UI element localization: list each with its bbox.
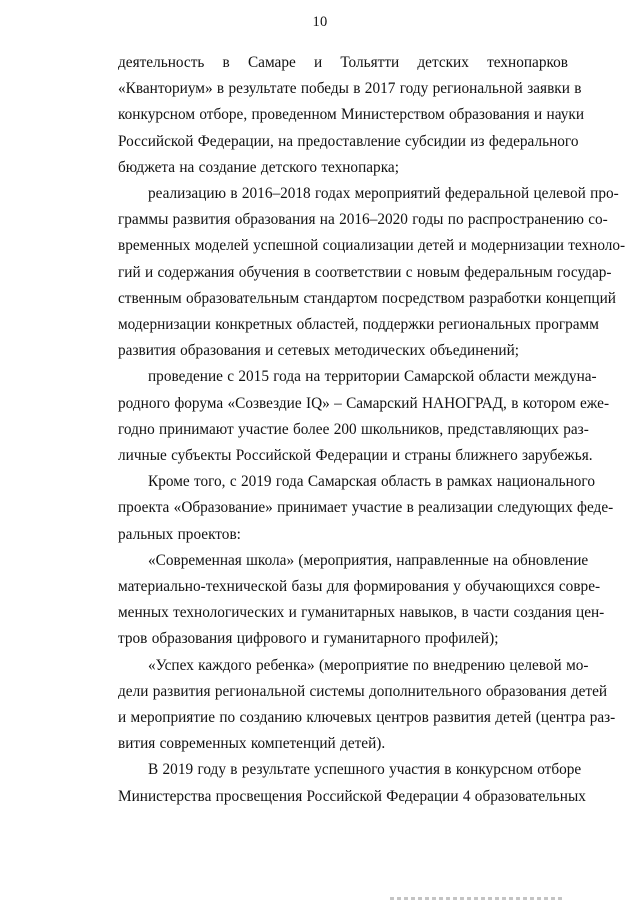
text-line: временных моделей успешной социализации детей и модернизации техноло- (118, 237, 626, 255)
scan-artifact (390, 897, 565, 900)
text-line: реализацию в 2016–2018 годах мероприятий федеральной целевой про- (148, 185, 619, 203)
text-line: модернизации конкретных областей, поддержки региональных программ (118, 316, 599, 334)
text-line: годно принимают участие более 200 школьников, представляющих раз- (118, 420, 589, 438)
text-line: Кроме того, с 2019 года Самарская область в рамках национального (148, 473, 595, 491)
text-line: «Кванториум» в результате победы в 2017 году региональной заявки в (118, 80, 582, 98)
paragraph (118, 653, 616, 758)
text-line: личные субъекты Российской Федерации и страны ближнего зарубежья. (118, 447, 593, 465)
text-line: ственным образовательным стандартом посредством разработки концепций (118, 289, 616, 307)
text-line: граммы развития образования на 2016–2020 годы по распространению со- (118, 211, 608, 229)
text-line: дели развития региональной системы дополнительного образования детей (118, 682, 608, 700)
paragraph (118, 548, 605, 653)
text-line: тров образования цифрового и гуманитарного профилей); (118, 630, 499, 648)
text-line: развития образования и сетевых методических объединений; (118, 342, 520, 360)
paragraph (118, 469, 614, 548)
paragraph (118, 364, 610, 469)
text-line: «Успех каждого ребенка» (мероприятие по внедрению целевой мо- (148, 656, 589, 674)
text-line: и мероприятие по созданию ключевых центров развития детей (центра раз- (118, 709, 616, 727)
text-line: «Современная школа» (мероприятия, направленные на обновление (148, 551, 589, 569)
page-number: 10 (312, 14, 328, 30)
text-line: В 2019 году в результате успешного участия в конкурсном отборе (148, 761, 582, 779)
text-line: конкурсном отборе, проведенном Министерством образования и науки (118, 106, 585, 124)
document-body (118, 50, 626, 810)
text-line: гий и содержания обучения в соответствии с новым федеральным государ- (118, 263, 612, 281)
text-line: Российской Федерации, на предоставление субсидии из федерального (118, 132, 579, 150)
text-line: менных технологических и гуманитарных навыков, в части создания цен- (118, 604, 605, 622)
text-line: проекта «Образование» принимает участие в реализации следующих феде- (118, 499, 614, 517)
text-line: родного форума «Созвездие IQ» – Самарский НАНОГРАД, в котором еже- (118, 394, 610, 412)
paragraph (118, 757, 586, 809)
text-line: бюджета на создание детского технопарка; (118, 158, 399, 176)
text-line: вития современных компетенций детей). (118, 735, 386, 753)
text-line: ральных проектов: (118, 525, 241, 543)
paragraph (118, 181, 626, 364)
text-line: проведение с 2015 года на территории Самарской области междуна- (148, 368, 597, 386)
text-line: материально-технической базы для формирования у обучающихся совре- (118, 578, 601, 596)
text-line: Министерства просвещения Российской Федерации 4 образовательных (118, 787, 586, 805)
paragraph (118, 50, 585, 181)
text-line: деятельность в Самаре и Тольятти детских технопарков (118, 54, 568, 71)
